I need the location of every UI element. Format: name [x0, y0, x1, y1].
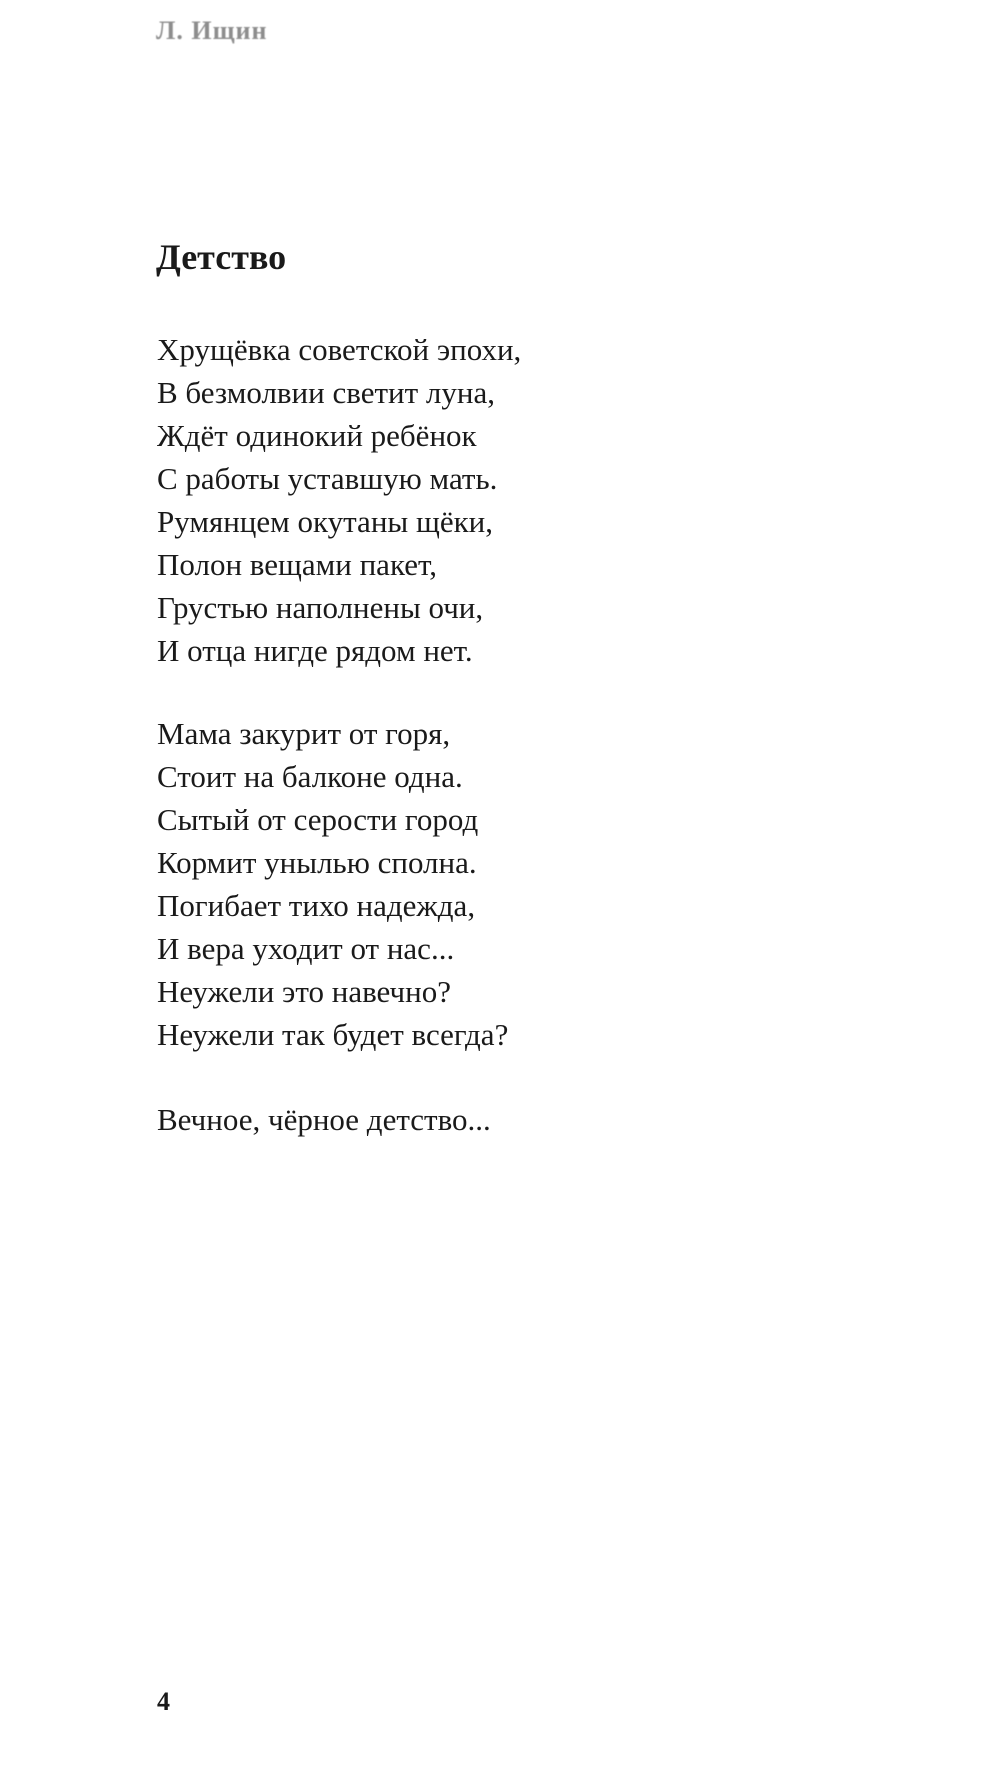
poem-title: Детство: [156, 237, 287, 277]
poem-line: И отца нигде рядом нет.: [157, 633, 473, 668]
poem-line: Хрущёвка советской эпохи,: [157, 332, 522, 367]
stanza-3: [157, 1098, 491, 1141]
poem-line: Кормит унылью сполна.: [157, 845, 477, 880]
stanza-2: [157, 712, 508, 1056]
poem-line: Ждёт одинокий ребёнок: [157, 418, 477, 453]
poem-line: И вера уходит от нас...: [157, 931, 455, 966]
poem-line: Неужели так будет всегда?: [157, 1017, 509, 1052]
poem-line: Погибает тихо надежда,: [157, 888, 476, 923]
poem-line: Полон вещами пакет,: [157, 547, 437, 582]
poem-line: Сытый от серости город: [157, 802, 479, 837]
running-head: Л. Ищин: [156, 16, 268, 45]
poem-line: Грустью наполнены очи,: [157, 590, 484, 625]
poem-line: Вечное, чёрное детство...: [157, 1102, 491, 1137]
poem-line: Мама закурит от горя,: [157, 716, 451, 751]
poem-line: Стоит на балконе одна.: [157, 759, 463, 794]
stanza-1: [157, 328, 521, 672]
poem-line: В безмолвии светит луна,: [157, 375, 495, 410]
page-number: 4: [157, 1687, 170, 1716]
poem-line: Румянцем окутаны щёки,: [157, 504, 494, 539]
poem-line: Неужели это навечно?: [157, 974, 451, 1009]
poem-line: С работы уставшую мать.: [157, 461, 498, 496]
